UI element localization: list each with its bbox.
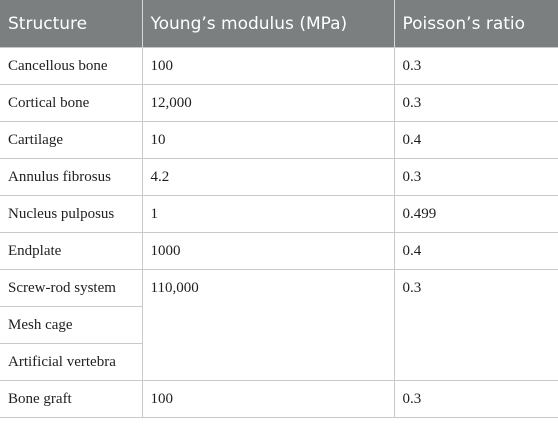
ratio-cell: 0.3: [394, 159, 558, 196]
structure-cell: Bone graft: [0, 381, 142, 418]
table-body: [0, 48, 558, 418]
structure-cell: Mesh cage: [0, 307, 142, 344]
ratio-cell: 0.499: [394, 196, 558, 233]
ratio-cell: 0.4: [394, 233, 558, 270]
structure-cell: Artificial vertebra: [0, 344, 142, 381]
table-row: [0, 196, 558, 233]
header-poissons-ratio: Poisson’s ratio: [394, 0, 558, 48]
modulus-cell: 4.2: [142, 159, 394, 196]
ratio-cell: 0.3: [394, 381, 558, 418]
modulus-cell: 10: [142, 122, 394, 159]
ratio-cell: 0.3: [394, 85, 558, 122]
header-youngs-modulus: Young’s modulus (MPa): [142, 0, 394, 48]
structure-cell: Cartilage: [0, 122, 142, 159]
table-row: [0, 381, 558, 418]
modulus-cell: 1: [142, 196, 394, 233]
structure-cell: Cortical bone: [0, 85, 142, 122]
modulus-cell: 1000: [142, 233, 394, 270]
ratio-cell: 0.3: [394, 270, 558, 381]
ratio-cell: 0.3: [394, 48, 558, 85]
table-row: [0, 159, 558, 196]
structure-cell: Screw-rod system: [0, 270, 142, 307]
table-header: [0, 0, 558, 48]
structure-cell: Cancellous bone: [0, 48, 142, 85]
modulus-cell: 100: [142, 48, 394, 85]
modulus-cell: 110,000: [142, 270, 394, 381]
header-structure: Structure: [0, 0, 142, 48]
header-row: [0, 0, 558, 48]
ratio-cell: 0.4: [394, 122, 558, 159]
modulus-cell: 100: [142, 381, 394, 418]
table-row: [0, 85, 558, 122]
table-row: [0, 122, 558, 159]
structure-cell: Annulus fibrosus: [0, 159, 142, 196]
modulus-cell: 12,000: [142, 85, 394, 122]
structure-cell: Endplate: [0, 233, 142, 270]
table-row: [0, 270, 558, 307]
structure-cell: Nucleus pulposus: [0, 196, 142, 233]
table-row: [0, 48, 558, 85]
table-row: [0, 233, 558, 270]
